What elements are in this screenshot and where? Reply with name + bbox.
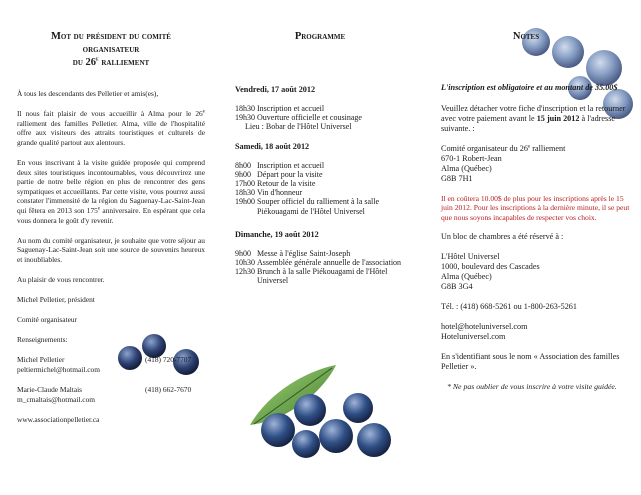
paragraph-welcome: Il nous fait plaisir de vous accueillir à Alma pour le 26e ralliement des familles Pelletier. Alma, ville de l'hospitalité offre aux visiteurs des attraits touristiques et culturels de grande qualité partout aux alentours. [17,109,205,147]
address-line-4: G8B 7H1 [441,173,473,183]
contact-2-email[interactable]: m_cmaltais@hotmail.com [17,394,96,404]
event-row: 12h30 Brunch à la salle Piékouagami de l'Hôtel Universel [235,267,388,286]
event-row: 17h00 Retour de la visite [235,179,316,189]
hotel-email[interactable]: hotel@hoteluniversel.com [441,322,528,332]
contact-1-name: Michel Pelletier [17,355,65,365]
event-row: 8h00 Inscription et accueil [235,160,325,170]
programme-column [213,0,427,495]
signer: Michel Pelletier, président [17,295,95,304]
event-row: 9h00 Départ pour la visite [235,169,323,179]
day-title: Dimanche, 19 août 2012 [235,229,319,239]
president-message-column [0,0,213,495]
notes-heading: Notes [512,31,540,42]
contact-2 [17,385,205,395]
contact-2-phone: (418) 662-7670 [145,384,192,394]
event-row: 18h30 Vin d'honneur [235,188,303,198]
day-title: Samedi, 18 août 2012 [235,141,310,151]
contact-1 [17,355,205,365]
reminder-note: * Ne pas oublier de vous inscrire à votre visite guidée. [447,382,617,392]
address-line-1: Comité organisateur du 26e ralliement [441,143,566,153]
contact-1-email[interactable]: peltiermichel@hotmail.com [17,364,100,374]
hotel-line-4: G8B 3G4 [441,282,473,292]
identify-notice: En s'identifiant sous le nom « Association des familles Pelletier ». [441,352,620,372]
paragraph-wishes: Au nom du comité organisateur, je souhaite que votre séjour au Saguenay-Lac-Saint-Jean soit une source de souvenirs heureux et inoubliables. [17,235,205,264]
paragraph-visit: En vous inscrivant à la visite guidée proposée qui comprend deux sites touristiques incontournables, vous découvrirez une partie de notre belle région en plus de rencontrer des gens sympatiques et accueillants. Par cette visite, vous pourrez aussi constater l'immensité de la région du Saguenay-Lac-Saint-Jean qui fêtera en 2013 son 175e anniversaire. En espérant que cela vous donnera le goût d'y revenir. [17,157,205,225]
greeting: À tous les descendants des Pelletier et amis(es), [17,89,159,98]
info-label: Renseignements: [17,335,68,345]
hotel-line-3: Alma (Québec) [441,272,492,282]
contact-1-phone: (418) 720-7707 [145,355,192,365]
hotel-website[interactable]: Hoteluniversel.com [441,332,506,342]
hotel-phone: Tél. : (418) 668-5261 ou 1-800-263-5261 [441,302,577,312]
contact-2-name: Marie-Claude Maltais [17,384,83,394]
hotel-line-2: 1000, boulevard des Cascades [441,262,540,272]
notes-column [427,0,641,495]
hotel-line-1: L'Hôtel Universel [441,252,500,262]
website-link[interactable]: www.associationpelletier.ca [17,414,100,424]
organization: Comité organisateur [17,315,78,325]
event-row: 19h00 Souper officiel du ralliement à la salle Piékouagami de l'Hôtel Universel [235,197,380,216]
mandatory-notice: L'inscription est obligatoire et au montant de 35.00$ [441,83,618,92]
event-row: 18h30 Inscription et accueil [235,104,325,113]
event-row: 10h30 Assemblée générale annuelle de l'association [235,258,402,268]
programme-heading: Programme [294,31,346,42]
detach-instructions: Veuillez détacher votre fiche d'inscription et la retourner avec votre paiement avant le 15 juin 2012 à l'adresse suivante. : [441,103,626,133]
address-line-2: 670-1 Robert-Jean [441,153,502,163]
event-row: 19h30 Ouverture officielle et cousinage [235,113,362,123]
closing: Au plaisir de vous rencontrer. [17,274,105,284]
president-heading: Mot du président du comité organisateur du 26e ralliement [51,31,171,68]
day-title: Vendredi, 17 août 2012 [235,85,316,94]
late-fee-notice: Il en coûtera 10.00$ de plus pour les inscriptions après le 15 juin 2012. Pour les inscriptions à la dernière minute, il se peut que nous soyons incapables de respecter vos choix. [441,193,630,222]
rooms-notice: Un bloc de chambres a été réservé à : [441,232,564,242]
event-row: 9h00 Messe à l'église Saint-Joseph [235,248,351,258]
event-row: Lieu : Bobar de l'Hôtel Universel [245,122,352,132]
address-line-3: Alma (Québec) [441,163,492,173]
